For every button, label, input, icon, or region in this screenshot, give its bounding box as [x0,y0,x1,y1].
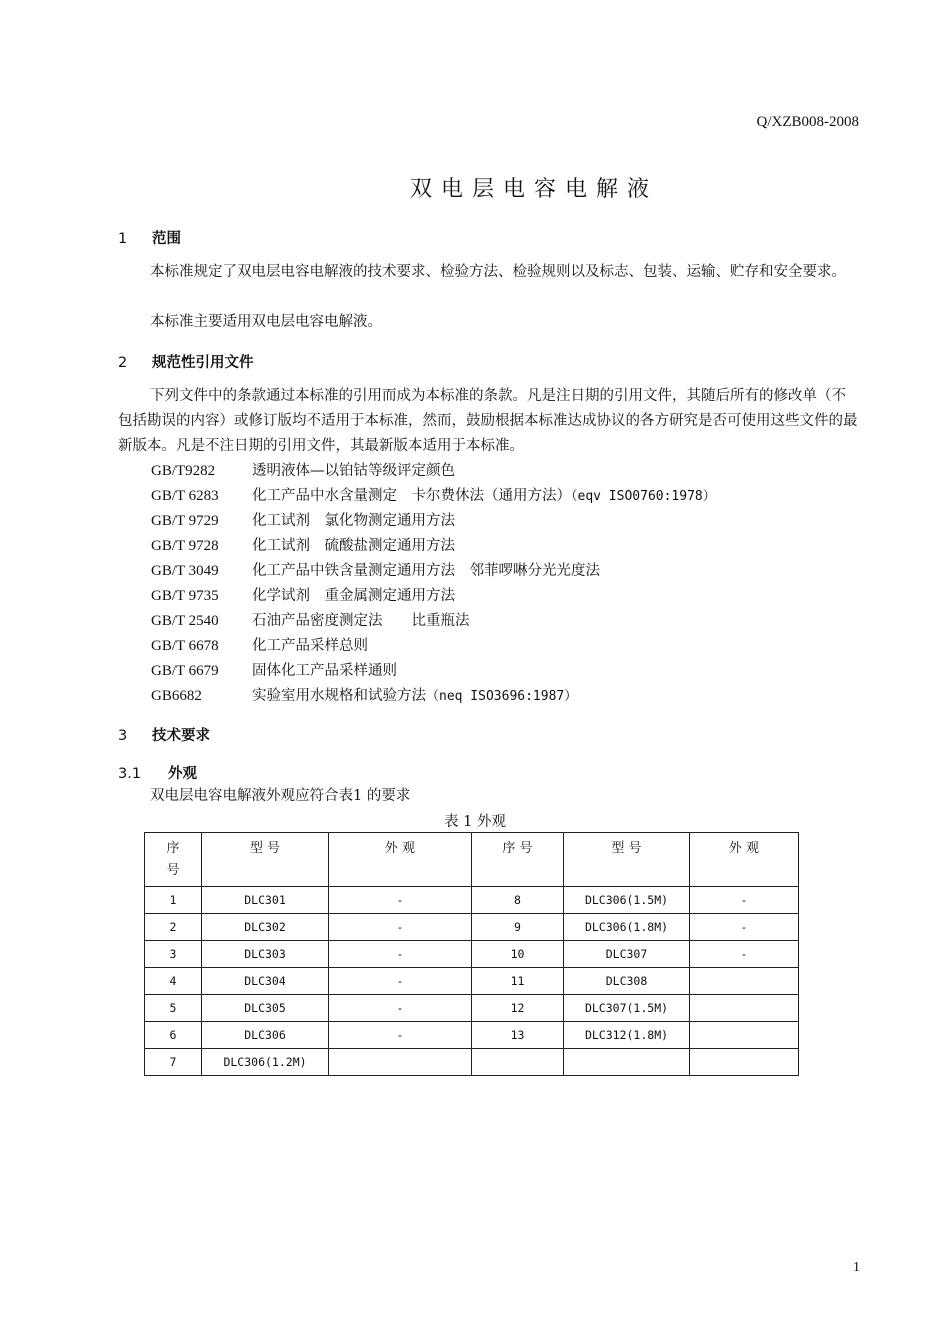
table-cell: - [329,887,472,914]
header-cell: 外 观 [329,833,472,887]
table-cell: DLC306(1.2M) [202,1049,329,1076]
reference-code: GB/T 3049 [151,563,219,579]
table-cell: DLC307(1.5M) [564,995,690,1022]
table-cell: DLC301 [202,887,329,914]
reference-item [151,634,368,659]
section-1-paragraph-2 [118,310,858,335]
paragraph-text: 双电层电容电解液外观应符合表1 的要求 [150,788,411,804]
reference-name: 石油产品密度测定法 比重瓶法 [252,613,470,629]
table-cell: 4 [145,968,202,995]
paragraph-text: 本标准规定了双电层电容电解液的技术要求、检验方法、检验规则以及标志、包装、运输、贮存和安全要求。 [150,264,846,280]
reference-name: 化工试剂 硫酸盐测定通用方法 [252,538,455,554]
table-cell: 7 [145,1049,202,1076]
reference-item [151,659,397,684]
document-title: 双电层电容电解液 [409,177,658,202]
table-cell [329,1049,472,1076]
section-3-1-heading [118,762,197,783]
reference-name: 化工产品采样总则 [252,638,368,654]
header-cell: 型 号 [564,833,690,887]
reference-item [151,609,470,634]
table-cell [690,968,799,995]
table-cell [564,1049,690,1076]
reference-code: GB/T 9728 [151,538,219,554]
table-cell: 8 [472,887,564,914]
reference-code: GB/T 2540 [151,613,219,629]
section-title: 规范性引用文件 [152,355,254,371]
table-cell: - [329,995,472,1022]
page-number: 1 [853,1260,860,1275]
table-header-row [145,833,799,887]
table-caption: 表 1 外观 [444,814,506,830]
reference-code: GB/T9282 [151,463,216,479]
table-cell [690,1022,799,1049]
section-title: 范围 [152,231,181,247]
table-cell: DLC308 [564,968,690,995]
table-row [145,1022,799,1049]
table-cell: 11 [472,968,564,995]
header-cell: 外 观 [690,833,799,887]
table-cell: 13 [472,1022,564,1049]
reference-name: 透明液体—以铂钴等级评定颜色 [252,463,455,479]
table-cell: - [329,1022,472,1049]
reference-code: GB/T 9729 [151,513,219,529]
table-cell: DLC306(1.5M) [564,887,690,914]
table-cell: 6 [145,1022,202,1049]
table-cell: - [329,968,472,995]
reference-code: GB/T 6679 [151,663,219,679]
reference-name: 化工试剂 氯化物测定通用方法 [252,513,455,529]
section-3-heading [118,724,210,745]
appearance-table [144,832,799,1076]
table-cell: DLC304 [202,968,329,995]
section-number: 2 [118,355,128,371]
table-cell [472,1049,564,1076]
table-cell: DLC307 [564,941,690,968]
table-cell: DLC303 [202,941,329,968]
reference-code: GB6682 [151,688,202,704]
section-number: 1 [118,231,128,247]
table-cell: - [690,887,799,914]
reference-item [151,509,455,534]
reference-code: GB/T 9735 [151,588,219,604]
reference-name: 化工产品中铁含量测定通用方法 邻菲啰啉分光光度法 [252,563,600,579]
header-cell: 序 号 [472,833,564,887]
reference-name: 实验室用水规格和试验方法 [252,688,426,704]
section-2-heading [118,351,254,372]
reference-tail: （neq ISO3696:1987） [426,689,578,704]
table-cell [690,995,799,1022]
reference-tail: （eqv ISO0760:1978） [571,489,716,504]
section-number: 3 [118,728,128,744]
table-row [145,968,799,995]
table-cell: - [329,941,472,968]
reference-item [151,484,716,509]
table-cell [690,1049,799,1076]
header-cell: 序 号 [145,833,202,887]
table-row [145,941,799,968]
section-number: 3.1 [118,766,142,782]
table-cell: - [690,914,799,941]
table-cell: DLC306 [202,1022,329,1049]
table-cell: 3 [145,941,202,968]
table-cell: DLC305 [202,995,329,1022]
table-cell: - [690,941,799,968]
paragraph-text: 下列文件中的条款通过本标准的引用而成为本标准的条款。凡是注日期的引用文件，其随后所有的修改单（不包括勘误的内容）或修订版均不适用于本标准，然而，鼓励根据本标准达成协议的各方研究是否可使用这些文件的最新版本。凡是不注日期的引用文件，其最新版本适用于本标准。 [118,388,858,454]
table-row [145,995,799,1022]
reference-item [151,584,455,609]
reference-item [151,459,455,484]
header-cell: 型 号 [202,833,329,887]
document-number: Q/XZB008-2008 [756,114,859,130]
section-1-heading [118,227,181,248]
table-cell: DLC302 [202,914,329,941]
table-cell: DLC306(1.8M) [564,914,690,941]
reference-item [151,534,455,559]
table-cell: 10 [472,941,564,968]
table-cell: - [329,914,472,941]
table-cell: DLC312(1.8M) [564,1022,690,1049]
reference-item [151,684,577,709]
table-row [145,1049,799,1076]
reference-name: 化工产品中水含量测定 卡尔费休法（通用方法） [252,488,571,504]
paragraph-text: 本标准主要适用双电层电容电解液。 [150,314,382,330]
table-cell: 2 [145,914,202,941]
reference-item [151,559,600,584]
section-title: 技术要求 [152,728,210,744]
reference-code: GB/T 6283 [151,488,219,504]
reference-name: 固体化工产品采样通则 [252,663,397,679]
table-cell: 9 [472,914,564,941]
table-cell: 12 [472,995,564,1022]
reference-code: GB/T 6678 [151,638,219,654]
table-row [145,887,799,914]
table-cell: 5 [145,995,202,1022]
table-cell: 1 [145,887,202,914]
table-row [145,914,799,941]
section-1-paragraph-1 [118,260,858,285]
section-3-1-paragraph [150,784,850,809]
section-title: 外观 [168,766,197,782]
reference-name: 化学试剂 重金属测定通用方法 [252,588,455,604]
section-2-paragraph-1 [118,384,858,459]
